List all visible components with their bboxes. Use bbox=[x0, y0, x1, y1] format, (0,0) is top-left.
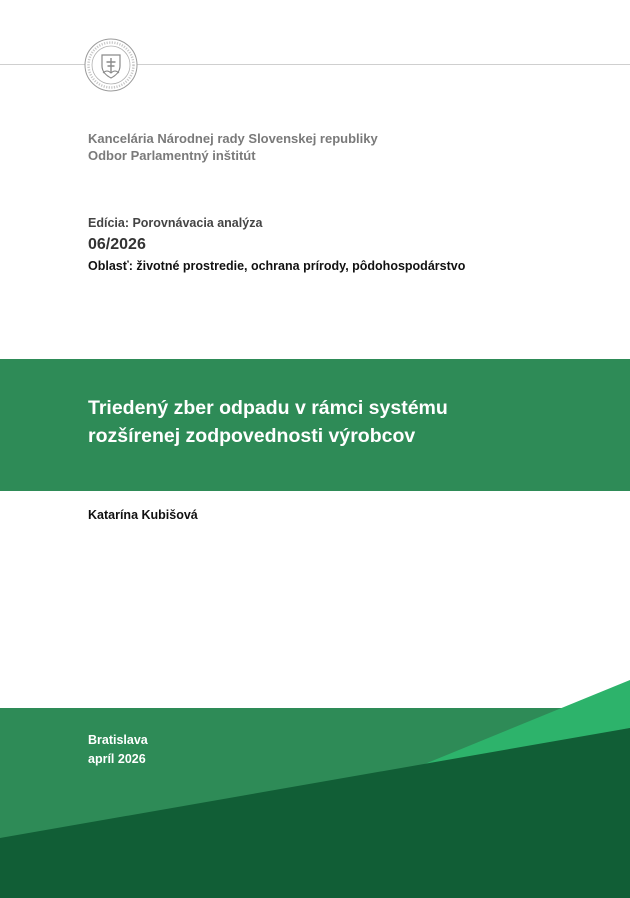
footer-decoration bbox=[0, 680, 630, 898]
footer-city: Bratislava bbox=[88, 733, 148, 747]
title-line-1: Triedený zber odpadu v rámci systému bbox=[88, 397, 448, 419]
department-name: Odbor Parlamentný inštitút bbox=[88, 148, 256, 163]
publication-number: 06/2026 bbox=[88, 236, 146, 253]
footer-date: apríl 2026 bbox=[88, 752, 146, 766]
edition-label: Edícia: Porovnávacia analýza bbox=[88, 216, 263, 230]
publication-area: Oblasť: životné prostredie, ochrana prírody, pôdohospodárstvo bbox=[88, 259, 466, 273]
document-title bbox=[88, 394, 448, 450]
organization-name: Kancelária Národnej rady Slovenskej republiky bbox=[88, 131, 378, 146]
organization-block bbox=[88, 130, 378, 164]
title-line-2: rozšírenej zodpovednosti výrobcov bbox=[88, 425, 416, 447]
title-band bbox=[0, 359, 630, 491]
footer-place bbox=[88, 731, 148, 769]
author-name: Katarína Kubišová bbox=[88, 508, 198, 522]
national-council-seal-icon bbox=[84, 38, 138, 92]
